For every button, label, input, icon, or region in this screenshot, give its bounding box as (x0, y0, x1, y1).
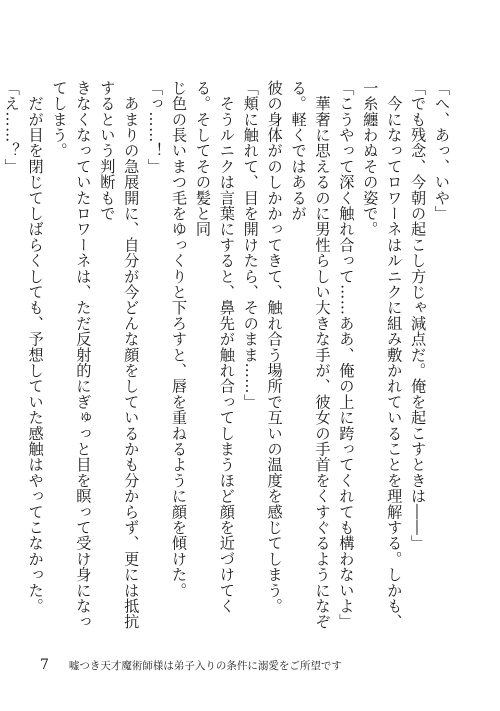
vertical-text-body (2, 80, 453, 640)
text-line: 華奢に思えるのに男性らしい大きな手が、彼女の手首をくすぐるようになぞる。軽くではあるが (289, 80, 332, 630)
text-line: 「へ、あっ、いや」 (433, 80, 451, 222)
text-line: じ色の長いまつ毛をゆっくりと下ろすと、唇を重ねるように顔を傾けた。 (170, 80, 189, 599)
text-line: 「でも残念、今朝の起こし方じゃ減点だ。俺を起こすときは――」 (409, 80, 428, 551)
text-line: 「こうやって深く触れ合って……ああ、俺の上に跨ってくれても構わないよ」 (337, 80, 356, 630)
text-line: だが目を閉じてしばらくしても、予想していた感触はやってこなかった。 (26, 80, 45, 614)
text-line: 「頬に触れて、目を開けたら、そのまま……」 (241, 80, 260, 410)
text-line: きなくなっていたロワーネは、ただ反射的にぎゅっと目を瞑って受け身になってしまう。 (50, 80, 93, 630)
text-line: 「っ……！」 (146, 80, 165, 175)
book-title: 嘘つき天才魔術師様は弟子入りの条件に溺愛をご所望です (68, 659, 342, 672)
text-line: 今になってロワーネはルニクに組み敷かれていることを理解する。しかも、一糸纏わぬその姿で。 (361, 80, 404, 630)
text-line: 彼の身体がのしかかってきて、触れ合う場所で互いの温度を感じてしまう。 (265, 80, 284, 614)
page-footer (40, 655, 460, 675)
text-line: あまりの急展開に、自分が今どんな顔をしているかも分からず、更には抵抗するという判断もで (98, 80, 141, 630)
text-line: 「え……？」 (2, 80, 21, 175)
page-number: 7 (40, 657, 49, 673)
text-line: そうルニクは言葉にすると、鼻先が触れ合ってしまうほど顔を近づけてくる。そしてその髪と同 (193, 80, 236, 614)
